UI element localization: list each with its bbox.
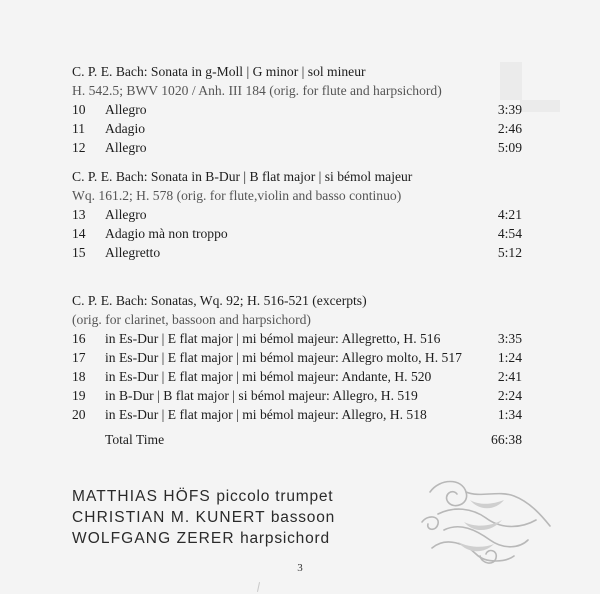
track-list (72, 100, 522, 157)
track-number: 14 (72, 226, 86, 241)
work-subtitle: H. 542.5; BWV 1020 / Anh. III 184 (orig. for flute and harpsichord) (72, 83, 442, 98)
track-duration: 5:12 (497, 245, 522, 260)
work-section-3 (72, 291, 522, 424)
performer-row (72, 507, 335, 528)
track-title: in Es-Dur | E flat major | mi bémol majeur: Allegretto, H. 516 (105, 331, 441, 346)
track-number: 18 (72, 369, 86, 384)
work-subtitle: Wq. 161.2; H. 578 (orig. for flute,violin and basso continuo) (72, 188, 402, 203)
track-number: 20 (72, 407, 86, 422)
performer-role: bassoon (270, 509, 336, 526)
track-duration: 4:54 (497, 226, 522, 241)
performer-role: piccolo trumpet (216, 488, 334, 505)
performer-name: CHRISTIAN M. KUNERT (72, 509, 266, 526)
scroll-ornament-icon (410, 470, 560, 570)
track-row (72, 386, 522, 405)
track-row (72, 205, 522, 224)
work-section-1 (72, 62, 522, 157)
total-time (72, 430, 522, 449)
total-time-label: Total Time (105, 432, 165, 447)
track-list (72, 205, 522, 262)
track-row (72, 329, 522, 348)
track-title: Allegro (105, 140, 147, 155)
performer-row (72, 486, 335, 507)
track-number: 17 (72, 350, 86, 365)
track-duration: 2:46 (497, 121, 522, 136)
track-number: 12 (72, 140, 86, 155)
work-subtitle: (orig. for clarinet, bassoon and harpsichord) (72, 312, 311, 327)
track-row (72, 405, 522, 424)
track-row (72, 224, 522, 243)
work-title: C. P. E. Bach: Sonata in B-Dur | B flat major | si bémol majeur (72, 169, 413, 184)
track-list (72, 329, 522, 424)
track-number: 10 (72, 102, 86, 117)
bleed-through-mark (520, 100, 560, 112)
performer-name: WOLFGANG ZERER (72, 530, 235, 547)
track-duration: 5:09 (497, 140, 522, 155)
performer-role: harpsichord (240, 530, 330, 547)
scan-mark (257, 582, 260, 592)
track-title: in Es-Dur | E flat major | mi bémol majeur: Allegro, H. 518 (105, 407, 427, 422)
track-title: in Es-Dur | E flat major | mi bémol majeur: Allegro molto, H. 517 (105, 350, 462, 365)
track-number: 19 (72, 388, 86, 403)
track-row (72, 243, 522, 262)
track-row (72, 119, 522, 138)
work-title: C. P. E. Bach: Sonatas, Wq. 92; H. 516-521 (excerpts) (72, 293, 367, 308)
track-title: Adagio (105, 121, 146, 136)
track-duration: 3:39 (497, 102, 522, 117)
track-row (72, 138, 522, 157)
track-row (72, 348, 522, 367)
page-number: 3 (297, 562, 303, 574)
track-number: 11 (72, 121, 86, 136)
track-duration: 2:24 (497, 388, 522, 403)
track-row (72, 367, 522, 386)
track-title: Adagio mà non troppo (105, 226, 228, 241)
track-title: Allegro (105, 102, 147, 117)
track-duration: 1:24 (497, 350, 522, 365)
track-title: in B-Dur | B flat major | si bémol majeur: Allegro, H. 519 (105, 388, 418, 403)
track-title: in Es-Dur | E flat major | mi bémol majeur: Andante, H. 520 (105, 369, 432, 384)
track-number: 16 (72, 331, 86, 346)
track-number: 15 (72, 245, 86, 260)
work-section-2 (72, 167, 522, 262)
work-title: C. P. E. Bach: Sonata in g-Moll | G minor | sol mineur (72, 64, 366, 79)
track-title: Allegretto (105, 245, 161, 260)
performer-list (72, 486, 335, 549)
total-time-value: 66:38 (491, 432, 522, 447)
track-duration: 1:34 (497, 407, 522, 422)
track-number: 13 (72, 207, 86, 222)
performer-name: MATTHIAS HÖFS (72, 488, 211, 505)
track-duration: 3:35 (497, 331, 522, 346)
track-duration: 2:41 (497, 369, 522, 384)
track-title: Allegro (105, 207, 147, 222)
track-duration: 4:21 (497, 207, 522, 222)
performer-row (72, 528, 335, 549)
track-row (72, 100, 522, 119)
